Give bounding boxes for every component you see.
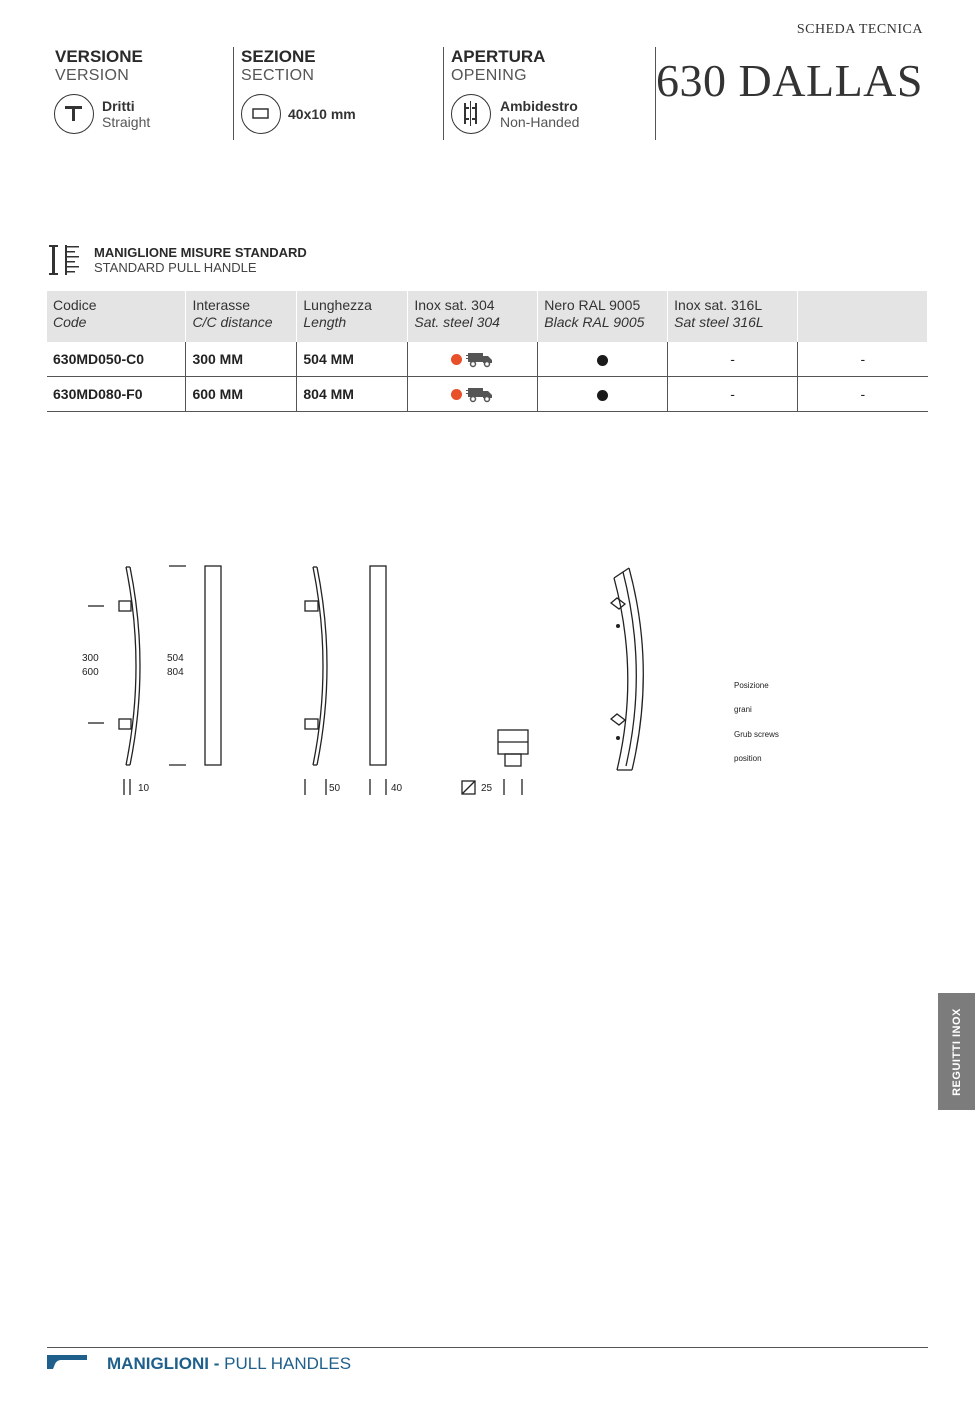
table-row (47, 377, 928, 412)
note-line: grani (734, 705, 752, 714)
cc-label-300: 300 (82, 653, 99, 664)
opening-block (451, 47, 545, 85)
opening-value-it: Ambidestro (500, 98, 578, 114)
note-line: Posizione (734, 681, 769, 690)
section-label-en: SECTION (241, 67, 315, 84)
available-dot-icon (451, 354, 462, 365)
cc-cell: 300 MM (186, 342, 297, 377)
section-heading-it: MANIGLIONE MISURE STANDARD (94, 245, 307, 260)
cc-cell: 600 MM (186, 377, 297, 412)
document-type: SCHEDA TECNICA (796, 22, 923, 37)
footer-label (107, 1354, 351, 1374)
dim-10: 10 (138, 783, 150, 794)
column-header: Inox sat. 316L Sat steel 316L (668, 291, 798, 342)
version-value (102, 98, 150, 130)
inox316-cell: - (668, 377, 798, 412)
grub-screw-dot (616, 736, 620, 740)
extra-cell: - (798, 342, 928, 377)
divider (233, 47, 234, 140)
version-label-it: VERSIONE (55, 47, 143, 66)
column-header: Interasse C/C distance (186, 291, 297, 342)
brand-side-tab (938, 993, 975, 1110)
table-row (47, 342, 928, 377)
divider (443, 47, 444, 140)
rectangle-section-icon (241, 94, 281, 134)
delivery-truck-icon (466, 385, 494, 403)
grub-screw-dot (616, 624, 620, 628)
standoff (119, 601, 131, 611)
inox304-cell (408, 342, 538, 377)
available-dot-icon (597, 390, 608, 401)
column-header (798, 291, 928, 342)
version-value-it: Dritti (102, 98, 135, 114)
divider (655, 47, 656, 140)
standoff (119, 719, 131, 729)
brand-side-tab-label: REGUITTI INOX (950, 1007, 963, 1096)
product-title: 630 DALLAS (656, 55, 923, 106)
dim-40: 40 (391, 783, 403, 794)
version-label-en: VERSION (55, 67, 130, 84)
inox304-cell (408, 377, 538, 412)
column-header: Nero RAL 9005 Black RAL 9005 (538, 291, 668, 342)
section-value: 40x10 mm (288, 106, 356, 122)
footer-divider (47, 1347, 928, 1348)
note-line: Grub screws (734, 730, 779, 739)
extra-cell: - (798, 377, 928, 412)
handle-front (205, 566, 221, 765)
available-dot-icon (597, 355, 608, 366)
double-handle-icon (451, 94, 491, 134)
footer-bold: MANIGLIONI - (107, 1354, 220, 1373)
length-cell: 504 MM (297, 342, 408, 377)
opening-label-en: OPENING (451, 67, 527, 84)
code-cell: 630MD080-F0 (47, 377, 186, 412)
product-table (47, 291, 928, 412)
column-header: Inox sat. 304 Sat. steel 304 (408, 291, 538, 342)
footer-light: PULL HANDLES (224, 1354, 352, 1373)
t-handle-icon (54, 94, 94, 134)
length-cell: 804 MM (297, 377, 408, 412)
brand-mark-icon (47, 1355, 87, 1374)
cc-label-600: 600 (82, 667, 99, 678)
technical-drawing (0, 540, 975, 810)
opening-value-en: Non-Handed (500, 114, 580, 130)
section-block (241, 47, 316, 85)
version-value-en: Straight (102, 114, 151, 130)
section-label-it: SEZIONE (241, 47, 316, 66)
dim-50: 50 (329, 783, 341, 794)
table-header-row (47, 291, 928, 342)
opening-value (500, 98, 579, 130)
version-block (55, 47, 143, 85)
column-header: Lunghezza Length (297, 291, 408, 342)
black-ral-cell (538, 342, 668, 377)
available-dot-icon (451, 389, 462, 400)
inox316-cell: - (668, 342, 798, 377)
black-ral-cell (538, 377, 668, 412)
ruler-icon (47, 244, 81, 281)
length-label-504: 504 (167, 653, 184, 664)
section-heading-en: STANDARD PULL HANDLE (94, 260, 257, 275)
opening-label-it: APERTURA (451, 47, 546, 66)
length-label-804: 804 (167, 667, 184, 678)
code-cell: 630MD050-C0 (47, 342, 186, 377)
delivery-truck-icon (466, 350, 494, 368)
column-header: Codice Code (47, 291, 186, 342)
note-line: position (734, 754, 762, 763)
section-heading (94, 245, 307, 275)
dim-25: 25 (481, 783, 493, 794)
